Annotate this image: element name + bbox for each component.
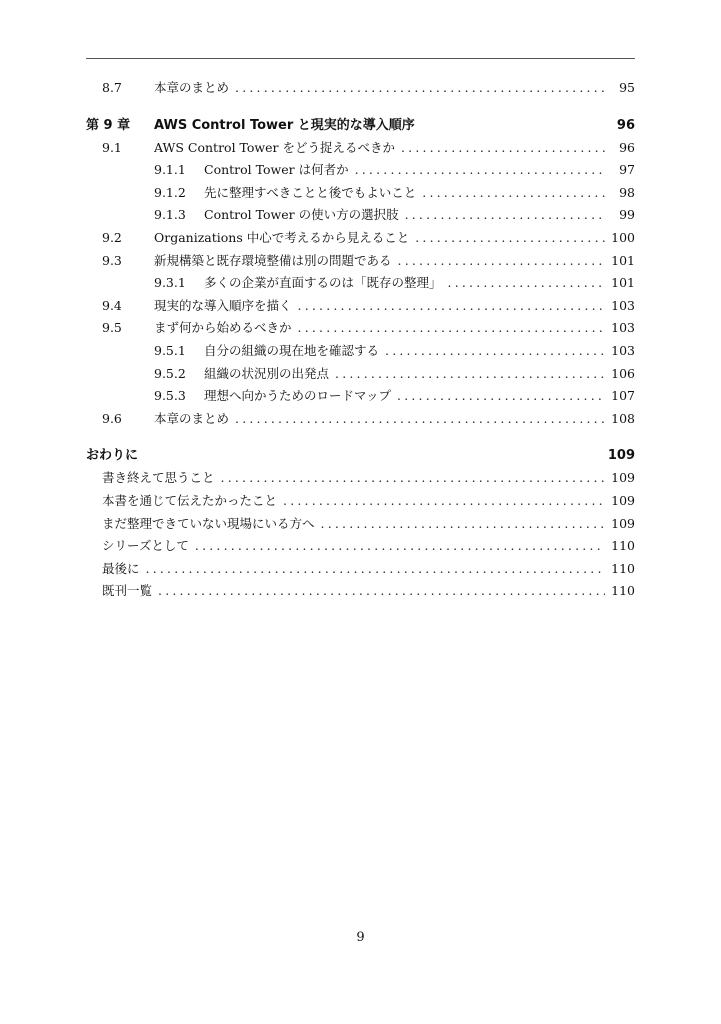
toc-entry-title: 先に整理すべきことと後でもよいこと xyxy=(204,184,417,200)
toc-entry-number: 9.5 xyxy=(102,320,122,336)
toc-entry-page: 101 xyxy=(611,252,635,268)
toc-entry-title: 本章のまとめ xyxy=(154,80,230,95)
toc-entry-title: 自分の組織の現在地を確認する xyxy=(204,342,380,358)
toc-leader-dots xyxy=(409,227,605,250)
toc-entry[interactable] xyxy=(86,340,635,363)
toc-entry-number: 9.6 xyxy=(102,410,122,426)
toc-entry-title: 本書を通じて伝えたかったこと xyxy=(102,492,278,508)
toc-leader-dots xyxy=(292,295,605,318)
toc-entry-number: 8.7 xyxy=(102,80,122,95)
toc-leader-dots xyxy=(329,363,605,386)
toc-entry-line xyxy=(154,295,635,318)
toc-entry-title: 最後に xyxy=(102,560,140,576)
toc-entry-title: シリーズとして xyxy=(102,538,189,554)
toc-entry[interactable] xyxy=(86,535,635,558)
toc-entry-line xyxy=(204,385,635,408)
toc-entry-page: 103 xyxy=(611,320,635,336)
toc-leader-dots xyxy=(416,182,605,205)
toc-entry-title: 既刊一覧 xyxy=(102,583,153,599)
toc-entry[interactable] xyxy=(86,137,635,160)
toc-entry-title: まだ整理できていない現場にいる方へ xyxy=(102,515,315,531)
toc-entry[interactable] xyxy=(86,408,635,431)
toc-entry[interactable] xyxy=(86,182,635,205)
table-of-contents xyxy=(86,77,635,603)
toc-entry[interactable] xyxy=(86,317,635,340)
toc-entry-title: おわりに xyxy=(86,448,139,464)
toc-entry[interactable] xyxy=(86,385,635,408)
toc-entry-page: 109 xyxy=(611,515,635,531)
toc-entry-title: AWS Control Tower をどう捉えるべきか xyxy=(154,139,395,155)
toc-leader-dots xyxy=(391,385,605,408)
toc-leader-dots xyxy=(392,250,605,273)
toc-entry-page: 108 xyxy=(611,410,635,426)
toc-entry-page: 95 xyxy=(619,80,635,95)
toc-leader-dots xyxy=(140,558,605,581)
toc-entry-line xyxy=(102,513,635,536)
toc-entry-title: 現実的な導入順序を描く xyxy=(154,297,292,313)
toc-entry-page: 97 xyxy=(619,162,635,178)
toc-entry[interactable] xyxy=(86,159,635,182)
toc-entry-page: 106 xyxy=(611,365,635,381)
toc-entry-line xyxy=(154,317,635,340)
toc-entry-line xyxy=(154,408,635,431)
toc-leader-dots xyxy=(292,317,605,340)
toc-entry-number: 9.1.3 xyxy=(154,207,186,223)
toc-entry-page: 103 xyxy=(611,297,635,313)
toc-leader-dots xyxy=(349,159,605,182)
toc-entry-line xyxy=(204,182,635,205)
header-rule xyxy=(86,58,635,59)
toc-leader-dots xyxy=(399,204,605,227)
toc-entry-page: 98 xyxy=(619,184,635,200)
toc-entry-page: 109 xyxy=(611,492,635,508)
toc-leader-dots xyxy=(152,580,605,603)
toc-entry-line xyxy=(204,159,635,182)
toc-entry-number: 第 9 章 xyxy=(86,117,131,133)
toc-entry-title: 新規構築と既存環境整備は別の問題である xyxy=(154,252,392,268)
toc-entry-line xyxy=(154,77,635,100)
toc-entry-line xyxy=(154,114,635,137)
toc-entry[interactable] xyxy=(86,467,635,490)
toc-entry-line xyxy=(102,490,635,513)
toc-entry-page: 96 xyxy=(616,117,635,133)
toc-entry-title: 組織の状況別の出発点 xyxy=(204,365,330,381)
toc-entry-page: 109 xyxy=(611,470,635,486)
toc-entry-title: Control Tower の使い方の選択肢 xyxy=(204,207,399,223)
toc-entry-page: 101 xyxy=(611,275,635,291)
toc-entry-page: 110 xyxy=(611,583,635,599)
toc-entry-title: AWS Control Tower と現実的な導入順序 xyxy=(154,117,415,133)
toc-entry-line xyxy=(154,250,635,273)
toc-entry-page: 103 xyxy=(611,342,635,358)
toc-entry-title: Organizations 中心で考えるから見えること xyxy=(154,229,410,245)
toc-entry-line xyxy=(102,580,635,603)
toc-entry-page: 110 xyxy=(611,538,635,554)
toc-entry[interactable] xyxy=(86,513,635,536)
toc-leader-dots xyxy=(229,77,605,100)
toc-entry-line xyxy=(102,558,635,581)
toc-entry-number: 9.3 xyxy=(102,252,122,268)
toc-entry-title: 理想へ向かうためのロードマップ xyxy=(204,388,392,404)
toc-entry-line xyxy=(204,272,635,295)
toc-leader-dots xyxy=(189,535,605,558)
toc-entry-title: まず何から始めるべきか xyxy=(154,320,292,336)
toc-leader-dots xyxy=(315,513,605,536)
toc-entry[interactable] xyxy=(86,250,635,273)
toc-entry-line xyxy=(204,204,635,227)
toc-entry-title: Control Tower は何者か xyxy=(204,162,349,178)
toc-entry[interactable] xyxy=(86,580,635,603)
toc-entry[interactable] xyxy=(86,227,635,250)
toc-entry-number: 9.1.1 xyxy=(154,162,186,178)
toc-entry-page: 107 xyxy=(611,388,635,404)
toc-entry-line xyxy=(204,363,635,386)
toc-entry[interactable] xyxy=(86,490,635,513)
toc-entry-number: 9.4 xyxy=(102,297,122,313)
toc-chapter-entry[interactable] xyxy=(86,444,635,467)
toc-entry-line xyxy=(154,227,635,250)
toc-entry-line xyxy=(102,535,635,558)
toc-entry-title: 本章のまとめ xyxy=(154,410,230,426)
toc-entry-number: 9.1 xyxy=(102,139,122,155)
toc-entry-line xyxy=(102,467,635,490)
toc-entry-number: 9.5.2 xyxy=(154,365,186,381)
toc-entry-number: 9.1.2 xyxy=(154,184,186,200)
toc-leader-dots xyxy=(395,137,605,160)
toc-leader-dots xyxy=(379,340,605,363)
toc-entry[interactable] xyxy=(86,272,635,295)
toc-entry[interactable] xyxy=(86,77,635,100)
toc-entry-page: 100 xyxy=(611,229,635,245)
toc-entry-line xyxy=(154,137,635,160)
toc-entry-page: 109 xyxy=(607,448,635,464)
toc-entry-number: 9.5.1 xyxy=(154,342,186,358)
toc-entry[interactable] xyxy=(86,558,635,581)
toc-entry-page: 110 xyxy=(611,560,635,576)
toc-entry-title: 多くの企業が直面するのは「既存の整理」 xyxy=(204,275,442,291)
toc-leader-dots xyxy=(215,467,605,490)
toc-entry[interactable] xyxy=(86,363,635,386)
toc-entry-page: 96 xyxy=(619,139,635,155)
toc-leader-dots xyxy=(277,490,605,513)
toc-leader-dots xyxy=(229,408,605,431)
toc-entry-number: 9.5.3 xyxy=(154,388,186,404)
toc-entry-line xyxy=(86,444,635,467)
toc-leader-dots xyxy=(442,272,605,295)
toc-entry[interactable] xyxy=(86,204,635,227)
toc-entry-number: 9.3.1 xyxy=(154,275,186,291)
toc-entry-line xyxy=(204,340,635,363)
page-number: 9 xyxy=(356,930,365,945)
toc-chapter-entry[interactable] xyxy=(86,114,635,137)
toc-entry-number: 9.2 xyxy=(102,229,122,245)
toc-entry[interactable] xyxy=(86,295,635,318)
toc-entry-title: 書き終えて思うこと xyxy=(102,470,215,486)
toc-entry-page: 99 xyxy=(619,207,635,223)
